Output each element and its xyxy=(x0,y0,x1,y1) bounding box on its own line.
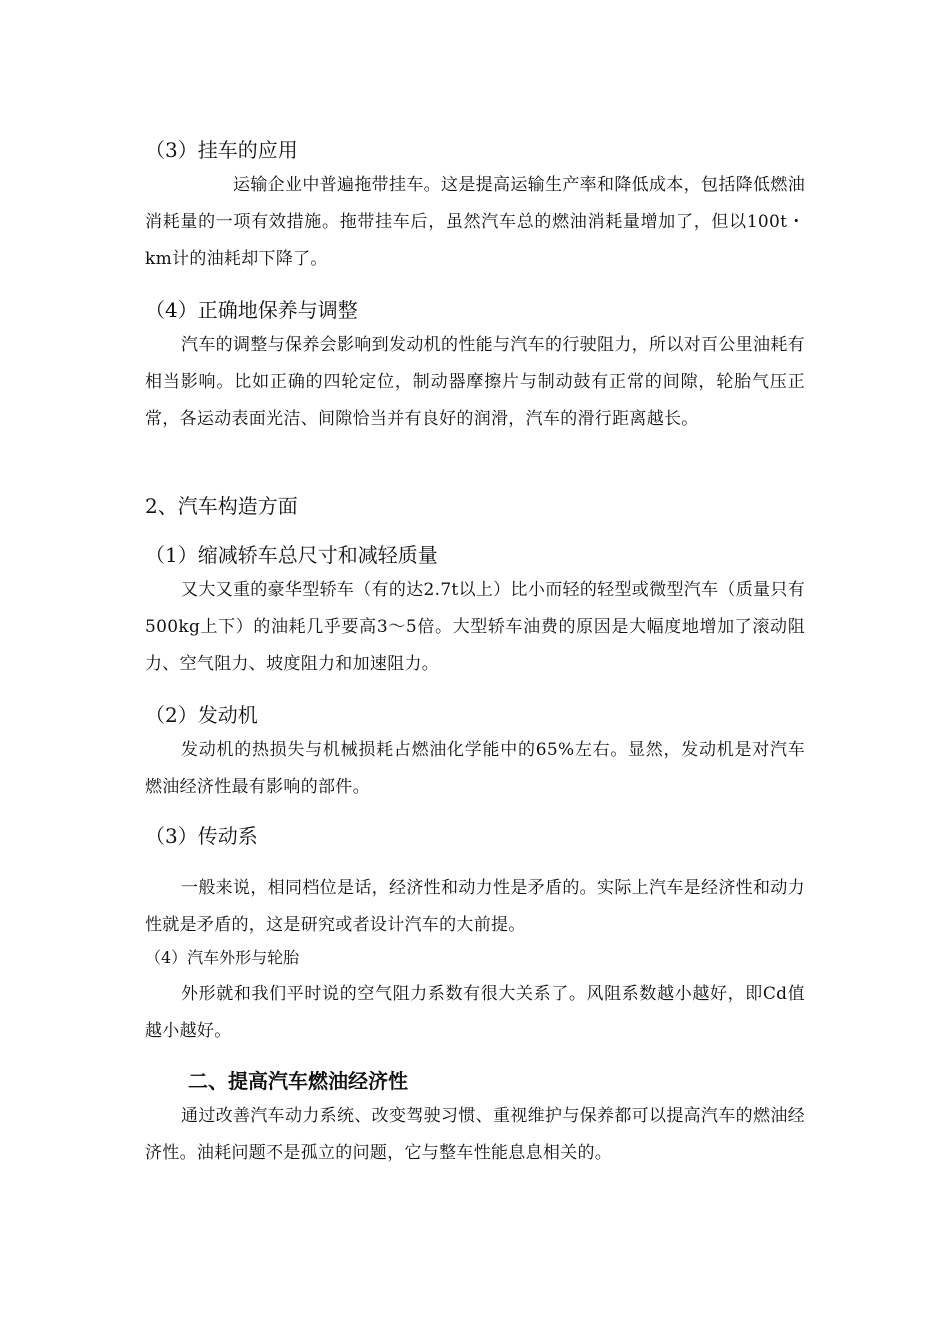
chapter-heading-fuel-economy: 二、提高汽车燃油经济性 xyxy=(188,1069,408,1093)
part-heading-vehicle-structure: 2、汽车构造方面 xyxy=(145,494,298,518)
section-heading-trailer-use: （3）挂车的应用 xyxy=(145,138,298,162)
paragraph-maintenance: 汽车的调整与保养会影响到发动机的性能与汽车的行驶阻力，所以对百公里油耗有相当影响。比如正确的四轮定位，制动器摩擦片与制动鼓有正常的间隙，轮胎气压正常，各运动表面光洁、间隙恰当并有良好的润滑，汽车的滑行距离越长。 xyxy=(145,335,805,429)
section-heading-drivetrain: （3）传动系 xyxy=(145,824,258,848)
paragraph-engine: 发动机的热损失与机械损耗占燃油化学能中的65%左右。显然，发动机是对汽车燃油经济性最有影响的部件。 xyxy=(145,740,805,797)
section-heading-body-tires: （4）汽车外形与轮胎 xyxy=(145,948,300,967)
section-heading-engine: （2）发动机 xyxy=(145,703,258,727)
paragraph-fuel-economy: 通过改善汽车动力系统、改变驾驶习惯、重视维护与保养都可以提高汽车的燃油经济性。油耗问题不是孤立的问题，它与整车性能息息相关的。 xyxy=(145,1106,805,1163)
paragraph-drivetrain: 一般来说，相同档位是话，经济性和动力性是矛盾的。实际上汽车是经济性和动力性就是矛盾的，这是研究或者设计汽车的大前提。 xyxy=(145,878,805,935)
section-heading-size-weight: （1）缩减轿车总尺寸和减轻质量 xyxy=(145,543,438,567)
paragraph-size-weight: 又大又重的豪华型轿车（有的达2.7t以上）比小而轻的轻型或微型汽车（质量只有500kg上下）的油耗几乎要高3～5倍。大型轿车油费的原因是大幅度地增加了滚动阻力、空气阻力、坡度阻力和加速阻力。 xyxy=(145,580,805,674)
section-heading-maintenance: （4）正确地保养与调整 xyxy=(145,298,358,322)
paragraph-body-tires: 外形就和我们平时说的空气阻力系数有很大关系了。风阻系数越小越好，即Cd值越小越好。 xyxy=(145,984,805,1041)
paragraph-trailer-use: 运输企业中普遍拖带挂车。这是提高运输生产率和降低成本，包括降低燃油消耗量的一项有效措施。拖带挂车后，虽然汽车总的燃油消耗量增加了，但以100t・km计的油耗却下降了。 xyxy=(145,175,805,269)
